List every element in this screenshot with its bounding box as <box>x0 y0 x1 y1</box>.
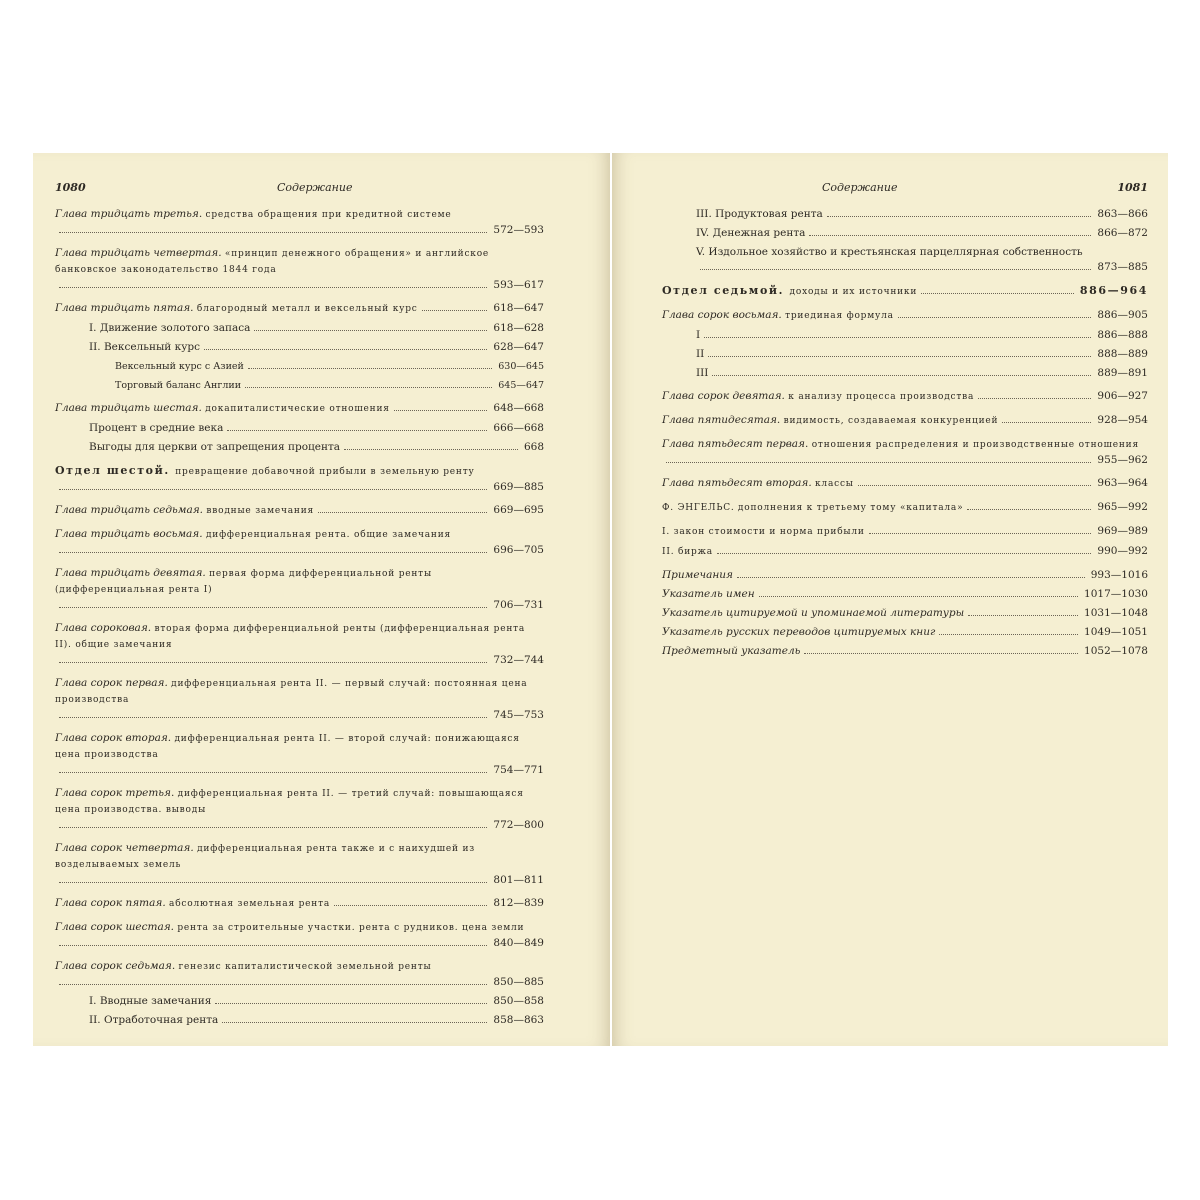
entry-title: I. закон стоимости и норма прибыли <box>662 527 865 537</box>
entry-title: первая форма дифференциальной ренты (дифференциальная рента I) <box>55 569 432 595</box>
entry-lead: Глава тридцать третья. <box>55 208 203 220</box>
entry-title: вторая форма дифференциальной ренты (дифференциальная рента II). общие замечания <box>55 624 526 650</box>
dot-leader <box>59 882 487 883</box>
dot-leader <box>978 398 1091 399</box>
toc-subentry <box>662 544 1148 560</box>
toc-entry <box>55 566 544 613</box>
dot-leader <box>222 1022 487 1023</box>
toc-entry <box>55 959 544 990</box>
dot-leader <box>59 827 487 828</box>
toc-entry <box>55 786 544 833</box>
dot-leader <box>869 533 1092 534</box>
dot-leader <box>318 512 487 513</box>
entry-lead: Предметный указатель <box>662 645 801 657</box>
page-range: 1031—1048 <box>1084 607 1148 619</box>
entry-title: рента за строительные участки. рента с рудников. цена земли <box>177 923 525 933</box>
page-range: 858—863 <box>493 1014 544 1026</box>
entry-lead: Указатель цитируемой и упоминаемой литературы <box>662 607 965 619</box>
entry-title: Вексельный курс с Азией <box>115 361 244 372</box>
toc-subentry <box>55 1013 544 1028</box>
entry-lead: Глава тридцать пятая. <box>55 302 194 314</box>
section-title: доходы и их источники <box>789 287 918 297</box>
toc-section <box>662 500 1148 516</box>
dot-leader <box>858 485 1092 486</box>
dot-leader <box>59 489 487 490</box>
dot-leader <box>827 216 1092 217</box>
dot-leader <box>967 509 1091 510</box>
entry-title: «принцип денежного обращения» и английское банковское законодательство 1844 года <box>55 249 490 275</box>
page-range: 963—964 <box>1097 477 1148 489</box>
dot-leader <box>666 462 1091 463</box>
dot-leader <box>245 387 492 388</box>
dot-leader <box>59 607 487 608</box>
dot-leader <box>712 375 1091 376</box>
dot-leader <box>921 293 1074 294</box>
toc-entry <box>55 896 544 912</box>
entry-title: V. Издольное хозяйство и крестьянская парцеллярная собственность <box>696 246 1083 258</box>
toc-subentry <box>662 347 1148 362</box>
dot-leader <box>394 410 488 411</box>
entry-lead: Глава тридцать восьмая. <box>55 528 203 540</box>
toc-entry <box>662 389 1148 405</box>
toc-subentry <box>55 378 544 393</box>
toc-entry <box>662 644 1148 659</box>
toc-entry <box>662 308 1148 324</box>
entry-title: абсолютная земельная рента <box>169 899 331 909</box>
entry-lead: Указатель русских переводов цитируемых книг <box>662 626 936 638</box>
entry-title: докапиталистические отношения <box>205 404 390 414</box>
toc-entry <box>662 606 1148 621</box>
entry-title: дифференциальная рента II. — второй случай: понижающаяся цена производства <box>55 734 520 760</box>
toc-entry <box>55 401 544 417</box>
page-range: 969—989 <box>1097 525 1148 537</box>
page-range: 628—647 <box>493 341 544 353</box>
toc-entry <box>55 207 544 238</box>
page-range: 668 <box>523 441 544 453</box>
section-lead: Отдел седьмой. <box>662 284 785 297</box>
page-range: 745—753 <box>493 709 544 721</box>
toc-subentry <box>662 524 1148 540</box>
page-range: 572—593 <box>493 224 544 236</box>
page-range: 840—849 <box>493 937 544 949</box>
page-number: 1080 <box>55 181 86 194</box>
dot-leader <box>700 269 1091 270</box>
section-title: превращение добавочной прибыли в земельную ренту <box>175 467 475 477</box>
toc-entry <box>55 621 544 668</box>
dot-leader <box>59 552 487 553</box>
page-range: 990—992 <box>1097 545 1148 557</box>
entry-title: III. Продуктовая рента <box>696 208 823 220</box>
page-range: 993—1016 <box>1090 569 1148 581</box>
page-range: 850—858 <box>493 995 544 1007</box>
dot-leader <box>204 349 487 350</box>
page-range: 645—647 <box>498 380 544 391</box>
page-range: 618—647 <box>493 302 544 314</box>
dot-leader <box>59 945 487 946</box>
section-lead: Ф. ЭНГЕЛЬС. <box>662 503 735 513</box>
entry-title: II. Вексельный курс <box>89 341 200 353</box>
page-range: 863—866 <box>1097 208 1148 220</box>
dot-leader <box>59 662 487 663</box>
page-range: 732—744 <box>493 654 544 666</box>
toc-entry <box>55 841 544 888</box>
toc-entry <box>662 568 1148 583</box>
dot-leader <box>704 337 1091 338</box>
entry-title: генезис капиталистической земельной ренты <box>178 962 432 972</box>
entry-lead: Глава сороковая. <box>55 622 152 634</box>
section-lead: Отдел шестой. <box>55 464 170 477</box>
entry-lead: Глава сорок девятая. <box>662 390 785 402</box>
toc-entry <box>55 731 544 778</box>
page-range: 888—889 <box>1097 348 1148 360</box>
toc-entry <box>55 920 544 951</box>
page-range: 754—771 <box>493 764 544 776</box>
right-page <box>612 153 1168 1046</box>
page-range: 965—992 <box>1097 501 1148 513</box>
toc-section <box>55 463 544 495</box>
entry-lead: Примечания <box>662 569 733 581</box>
toc-subentry <box>55 421 544 436</box>
entry-lead: Глава сорок четвертая. <box>55 842 194 854</box>
page-range: 928—954 <box>1097 414 1148 426</box>
page-range: 593—617 <box>493 279 544 291</box>
page-range: 669—885 <box>493 481 544 493</box>
entry-title: Выгоды для церкви от запрещения процента <box>89 441 341 453</box>
entry-title: I. Движение золотого запаса <box>89 322 251 334</box>
dot-leader <box>248 368 492 369</box>
toc-entry <box>55 246 544 293</box>
entry-title: триединая формула <box>785 311 894 321</box>
dot-leader <box>215 1003 487 1004</box>
toc-entry <box>662 587 1148 602</box>
dot-leader <box>1002 422 1091 423</box>
dot-leader <box>759 596 1078 597</box>
toc-subentry <box>662 226 1148 241</box>
page-range: 889—891 <box>1097 367 1148 379</box>
entry-lead: Глава пятьдесят вторая. <box>662 477 812 489</box>
toc-subentry <box>55 440 544 455</box>
dot-leader <box>59 717 487 718</box>
entry-lead: Глава сорок вторая. <box>55 732 172 744</box>
page-range: 873—885 <box>1097 261 1148 273</box>
dot-leader <box>334 905 487 906</box>
dot-leader <box>939 634 1078 635</box>
entry-lead: Глава сорок пятая. <box>55 897 166 909</box>
entry-lead: Глава сорок седьмая. <box>55 960 176 972</box>
page-range: 906—927 <box>1097 390 1148 402</box>
page-range: 801—811 <box>493 874 544 886</box>
page-range: 886—888 <box>1097 329 1148 341</box>
dot-leader <box>804 653 1078 654</box>
entry-title: I <box>696 329 701 341</box>
entry-lead: Глава сорок первая. <box>55 677 168 689</box>
dot-leader <box>59 287 487 288</box>
page-range: 1052—1078 <box>1084 645 1148 657</box>
dot-leader <box>227 430 487 431</box>
entry-title: III <box>696 367 709 379</box>
page-range: 706—731 <box>493 599 544 611</box>
dot-leader <box>708 356 1091 357</box>
toc-subentry <box>55 359 544 374</box>
running-head: Содержание <box>822 181 898 194</box>
entry-lead: Глава тридцать седьмая. <box>55 504 204 516</box>
toc-entry <box>662 476 1148 492</box>
toc-entry <box>662 413 1148 429</box>
page-number: 1081 <box>1117 181 1148 194</box>
page-range: 886—905 <box>1097 309 1148 321</box>
dot-leader <box>809 235 1091 236</box>
toc-entry <box>55 301 544 317</box>
dot-leader <box>968 615 1078 616</box>
toc-entry <box>55 527 544 558</box>
page-range: 850—885 <box>493 976 544 988</box>
dot-leader <box>59 772 487 773</box>
entry-title: средства обращения при кредитной системе <box>205 210 452 220</box>
entry-lead: Указатель имен <box>662 588 755 600</box>
toc-subentry <box>662 328 1148 343</box>
entry-lead: Глава тридцать шестая. <box>55 402 202 414</box>
page-range: 696—705 <box>493 544 544 556</box>
entry-lead: Глава пятьдесят первая. <box>662 438 809 450</box>
entry-title: II <box>696 348 705 360</box>
page-range: 618—628 <box>493 322 544 334</box>
entry-title: видимость, создаваемая конкуренцией <box>783 416 999 426</box>
entry-title: классы <box>815 479 854 489</box>
page-range: 648—668 <box>493 402 544 414</box>
page-range: 1017—1030 <box>1084 588 1148 600</box>
page-range: 1049—1051 <box>1084 626 1148 638</box>
page-range: 669—695 <box>493 504 544 516</box>
dot-leader <box>254 330 487 331</box>
entry-title: дифференциальная рента также и с наихудшей из возделываемых земель <box>55 844 475 870</box>
entry-title: к анализу процесса производства <box>788 392 975 402</box>
entry-lead: Глава тридцать девятая. <box>55 567 206 579</box>
page-range: 866—872 <box>1097 227 1148 239</box>
page-range: 772—800 <box>493 819 544 831</box>
page-range: 812—839 <box>493 897 544 909</box>
entry-title: дифференциальная рента II. — третий случай: повышающаяся цена производства. выводы <box>55 789 524 815</box>
section-title: дополнения к третьему тому «капитала» <box>737 503 964 513</box>
entry-title: дифференциальная рента. общие замечания <box>205 530 451 540</box>
running-head: Содержание <box>277 181 353 194</box>
toc-subentry <box>55 321 544 336</box>
entry-title: отношения распределения и производственные отношения <box>811 440 1139 450</box>
dot-leader <box>59 232 487 233</box>
dot-leader <box>717 553 1092 554</box>
entry-lead: Глава сорок шестая. <box>55 921 175 933</box>
dot-leader <box>344 449 518 450</box>
entry-lead: Глава пятидесятая. <box>662 414 781 426</box>
page-range: 955—962 <box>1097 454 1148 466</box>
toc-subentry <box>662 245 1148 275</box>
toc-entry <box>55 676 544 723</box>
left-page <box>33 153 610 1046</box>
entry-title: II. Отработочная рента <box>89 1014 219 1026</box>
dot-leader <box>422 310 488 311</box>
entry-title: вводные замечания <box>206 506 315 516</box>
toc-entry <box>662 625 1148 640</box>
entry-title: IV. Денежная рента <box>696 227 806 239</box>
entry-lead: Глава тридцать четвертая. <box>55 247 222 259</box>
page-range: 630—645 <box>498 361 544 372</box>
page-header <box>662 181 1148 201</box>
page-header <box>55 181 544 201</box>
entry-title: дифференциальная рента II. — первый случай: постоянная цена производства <box>55 679 528 705</box>
page-range: 886—964 <box>1079 284 1148 297</box>
dot-leader <box>59 984 487 985</box>
toc-subentry <box>55 994 544 1009</box>
entry-lead: Глава сорок третья. <box>55 787 175 799</box>
page-range: 666—668 <box>493 422 544 434</box>
toc-subentry <box>662 207 1148 222</box>
dot-leader <box>898 317 1092 318</box>
entry-title: Торговый баланс Англии <box>115 380 242 391</box>
toc-subentry <box>662 366 1148 381</box>
toc-subentry <box>55 340 544 355</box>
entry-title: I. Вводные замечания <box>89 995 212 1007</box>
toc-section <box>662 283 1148 300</box>
toc-entry <box>55 503 544 519</box>
dot-leader <box>737 577 1085 578</box>
entry-title: Процент в средние века <box>89 422 224 434</box>
entry-title: II. биржа <box>662 547 713 557</box>
entry-title: благородный металл и вексельный курс <box>196 304 418 314</box>
toc-entry <box>662 437 1148 468</box>
entry-lead: Глава сорок восьмая. <box>662 309 782 321</box>
